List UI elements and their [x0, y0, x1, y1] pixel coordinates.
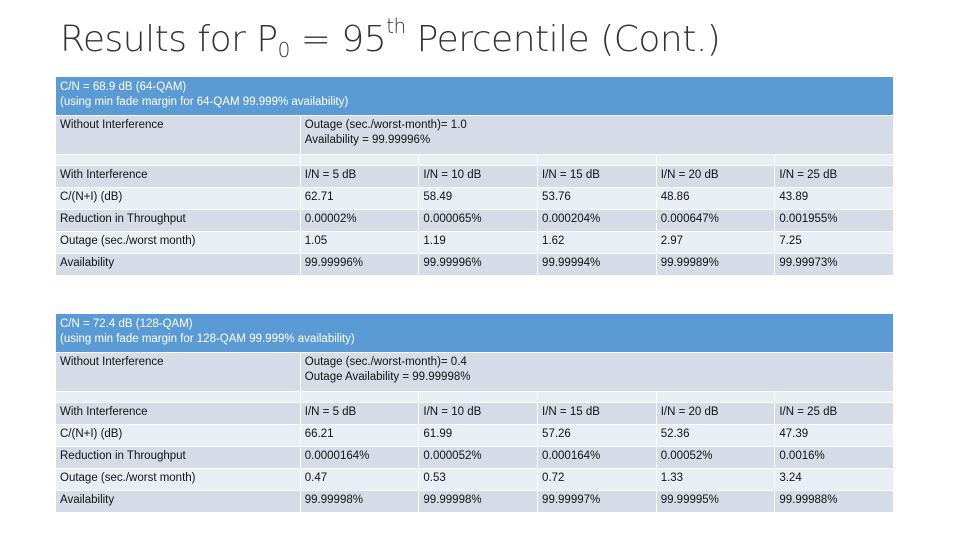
table-row: With Interference I/N = 5 dB I/N = 10 dB I/N = 15 dB I/N = 20 dB I/N = 25 dB: [56, 403, 893, 424]
results-table-64qam: [55, 76, 894, 276]
table-row: With Interference I/N = 5 dB I/N = 10 dB I/N = 15 dB I/N = 20 dB I/N = 25 dB: [56, 166, 893, 187]
results-table-128qam: [55, 313, 894, 513]
spacer-row: [56, 392, 300, 402]
without-interference-value: Outage (sec./worst-month)= 0.4 Outage Availability = 99.99998%: [301, 353, 893, 391]
spacer-row: [56, 155, 300, 165]
slide-title: Results for $P_0 = 95th$ Percentile (Cont.): [60, 14, 721, 62]
table-row: C/(N+I) (dB) 66.21 61.99 57.26 52.36 47.39: [56, 425, 893, 446]
table-row: Reduction in Throughput 0.00002% 0.000065% 0.000204% 0.000647% 0.001955%: [56, 210, 893, 231]
table-row: Availability 99.99998% 99.99998% 99.99997% 99.99995% 99.99988%: [56, 491, 893, 512]
table-header: C/N = 72.4 dB (128-QAM) (using min fade margin for 128-QAM 99.999% availability): [56, 314, 893, 352]
table-row: Availability 99.99996% 99.99996% 99.99994% 99.99989% 99.99973%: [56, 254, 893, 275]
table-row: Reduction in Throughput 0.0000164% 0.000052% 0.000164% 0.00052% 0.0016%: [56, 447, 893, 468]
table-header: C/N = 68.9 dB (64-QAM) (using min fade margin for 64-QAM 99.999% availability): [56, 77, 893, 115]
table-row: Outage (sec./worst month) 1.05 1.19 1.62 2.97 7.25: [56, 232, 893, 253]
without-interference-value: Outage (sec./worst-month)= 1.0 Availability = 99.99996%: [301, 116, 893, 154]
table-row: Outage (sec./worst month) 0.47 0.53 0.72 1.33 3.24: [56, 469, 893, 490]
without-interference-label: Without Interference: [56, 116, 300, 154]
table-row: C/(N+I) (dB) 62.71 58.49 53.76 48.86 43.89: [56, 188, 893, 209]
without-interference-label: Without Interference: [56, 353, 300, 391]
